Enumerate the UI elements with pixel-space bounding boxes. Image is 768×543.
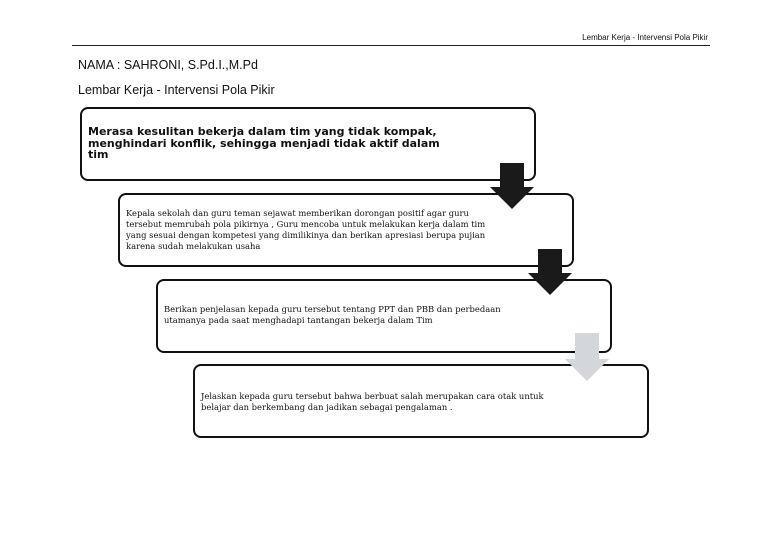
flow-step-2-text: Kepala sekolah dan guru teman sejawat memberikan dorongan positif agar guru tersebut memrubah pola pikirnya , Guru mencoba untuk melakukan kerja dalam tim yang sesuai dengan kompetesi yang dimilikinya dan berikan apresiasi berupa pujian karena sudah melakukan usaha [126,208,486,251]
author-name: NAMA : SAHRONI, S.Pd.I.,M.Pd [78,58,258,72]
header-rule [72,45,710,46]
running-header: Lembar Kerja - Intervensi Pola Pikir [582,33,708,42]
worksheet-title: Lembar Kerja - Intervensi Pola Pikir [78,83,275,97]
down-arrow-icon [528,249,572,295]
flow-step-1 [80,107,536,181]
flow-step-1-text: Merasa kesulitan bekerja dalam tim yang tidak kompak, menghindari konflik, sehingga menjadi tidak aktif dalam tim [88,125,440,162]
down-arrow-icon [565,333,609,381]
flow-step-4-text: Jelaskan kepada guru tersebut bahwa berbuat salah merupakan cara otak untuk belajar dan berkembang dan jadikan sebagai pengalaman . [201,391,544,412]
flow-step-3-text: Berikan penjelasan kepada guru tersebut tentang PPT dan PBB dan perbedaan utamanya pada saat menghadapi tantangan bekerja dalam Tim [164,304,501,325]
down-arrow-icon [490,163,534,209]
